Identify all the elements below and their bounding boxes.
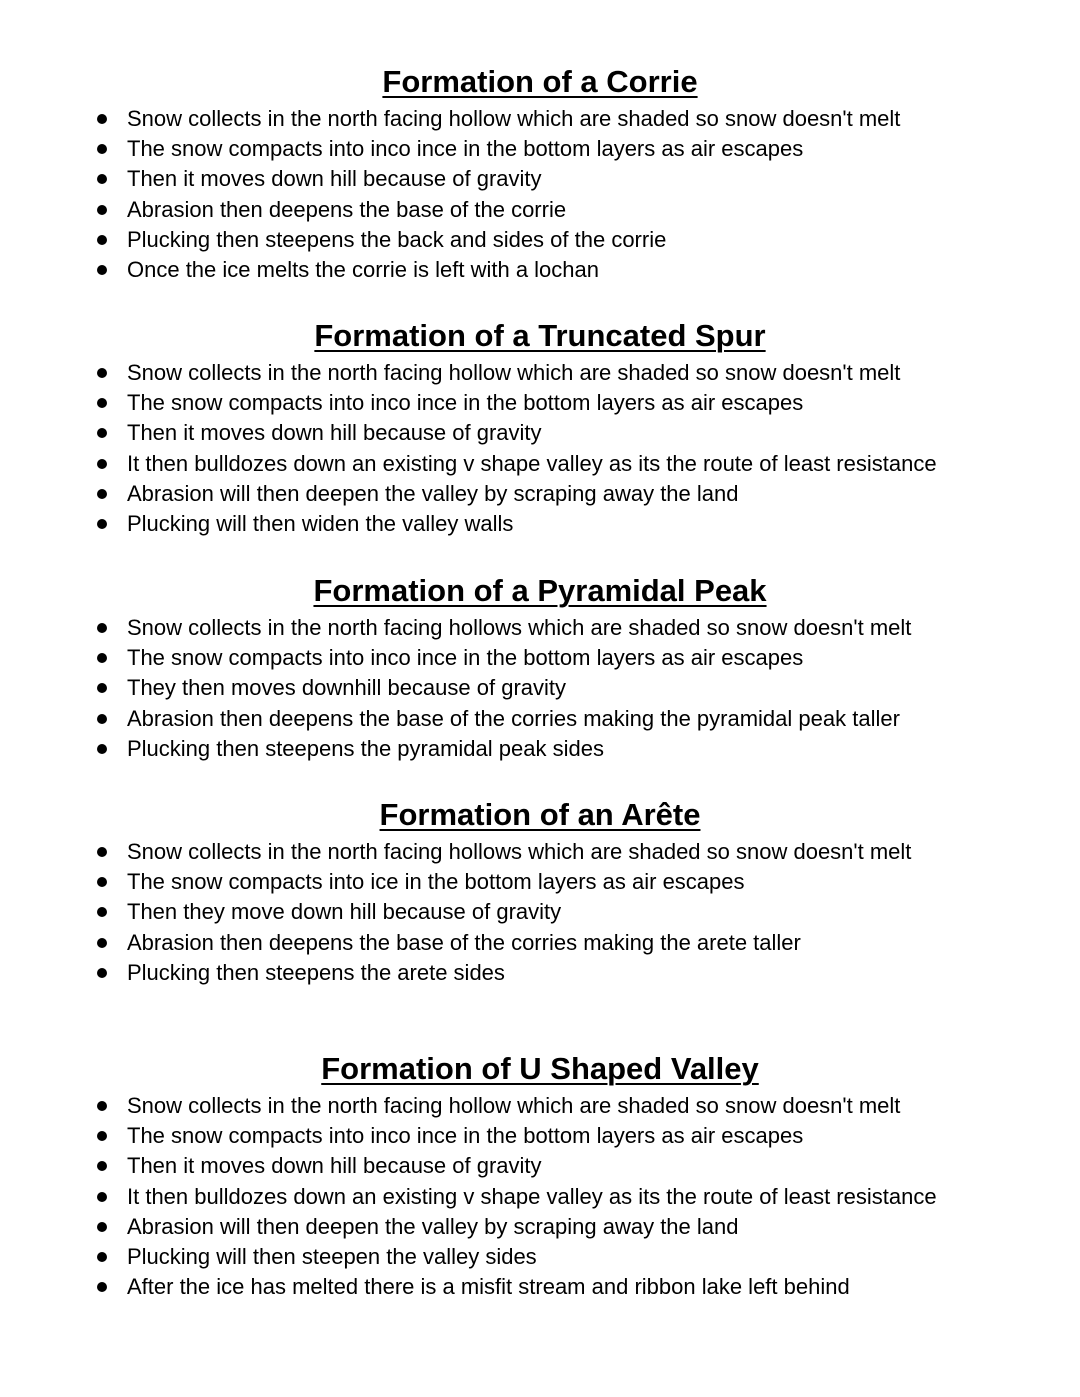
bullet-dot-icon <box>97 174 107 184</box>
bullet-dot-icon <box>97 459 107 469</box>
bullet-dot-icon <box>97 1252 107 1262</box>
list-item-text: Abrasion will then deepen the valley by scraping away the land <box>127 1213 739 1239</box>
bullet-list <box>0 358 937 539</box>
list-item-text: Plucking will then steepen the valley sides <box>127 1243 537 1269</box>
list-item-text: The snow compacts into inco ince in the bottom layers as air escapes <box>127 136 804 162</box>
list-item <box>0 225 900 255</box>
list-item <box>0 867 911 897</box>
list-item-text: Plucking then steepens the arete sides <box>127 959 505 985</box>
bullet-dot-icon <box>97 144 107 154</box>
list-item-text: Abrasion then deepens the base of the corries making the arete taller <box>127 929 801 955</box>
list-item <box>0 704 911 734</box>
section-title: Formation of a Corrie <box>382 64 698 99</box>
bullet-dot-icon <box>97 1161 107 1171</box>
list-item-text: Abrasion will then deepen the valley by scraping away the land <box>127 480 739 506</box>
bullet-dot-icon <box>97 683 107 693</box>
list-item-text: Then it moves down hill because of gravity <box>127 1153 542 1179</box>
list-item <box>0 134 900 164</box>
list-item <box>0 479 937 509</box>
list-item <box>0 164 900 194</box>
list-item-text: The snow compacts into inco ince in the bottom layers as air escapes <box>127 390 804 416</box>
list-item-text: Plucking then steepens the back and sides of the corrie <box>127 226 667 252</box>
list-item <box>0 1182 937 1212</box>
list-item-text: Abrasion then deepens the base of the corrie <box>127 196 567 222</box>
list-item-text: The snow compacts into inco ince in the bottom layers as air escapes <box>127 1123 804 1149</box>
list-item <box>0 958 911 988</box>
list-item-text: Snow collects in the north facing hollow which are shaded so snow doesn't melt <box>127 106 901 131</box>
bullet-dot-icon <box>97 1101 107 1111</box>
list-item <box>0 195 900 225</box>
list-item <box>0 897 911 927</box>
bullet-dot-icon <box>97 744 107 754</box>
list-item-text: The snow compacts into ice in the bottom layers as air escapes <box>127 869 745 895</box>
list-item-text: Then they move down hill because of gravity <box>127 899 562 925</box>
list-item-text: They then moves downhill because of gravity <box>127 675 567 701</box>
list-item-text: Snow collects in the north facing hollow which are shaded so snow doesn't melt <box>127 360 901 385</box>
section-title: Formation of an Arête <box>379 797 701 832</box>
bullet-list <box>0 1091 937 1302</box>
list-item-text: Plucking will then widen the valley walls <box>127 510 514 536</box>
bullet-dot-icon <box>97 1222 107 1232</box>
list-item <box>0 1272 937 1302</box>
bullet-list <box>0 613 911 764</box>
bullet-dot-icon <box>97 235 107 245</box>
bullet-dot-icon <box>97 847 107 857</box>
bullet-dot-icon <box>97 1282 107 1292</box>
bullet-dot-icon <box>97 205 107 215</box>
list-item <box>0 449 937 479</box>
bullet-dot-icon <box>97 1131 107 1141</box>
list-item-text: After the ice has melted there is a misfit stream and ribbon lake left behind <box>127 1274 850 1300</box>
list-item-text: The snow compacts into inco ince in the bottom layers as air escapes <box>127 645 804 671</box>
bullet-dot-icon <box>97 968 107 978</box>
list-item-text: Plucking then steepens the pyramidal peak sides <box>127 735 604 761</box>
list-item <box>0 1091 937 1121</box>
list-item-text: It then bulldozes down an existing v shape valley as its the route of least resistance <box>127 450 937 476</box>
list-item <box>0 734 911 764</box>
bullet-dot-icon <box>97 398 107 408</box>
bullet-dot-icon <box>97 653 107 663</box>
bullet-dot-icon <box>97 114 107 124</box>
list-item <box>0 643 911 673</box>
bullet-dot-icon <box>97 714 107 724</box>
bullet-dot-icon <box>97 907 107 917</box>
list-item <box>0 1121 937 1151</box>
list-item <box>0 1212 937 1242</box>
list-item <box>0 255 900 285</box>
bullet-dot-icon <box>97 877 107 887</box>
section-title: Formation of a Pyramidal Peak <box>313 573 767 608</box>
list-item <box>0 1242 937 1272</box>
list-item-text: Snow collects in the north facing hollows which are shaded so snow doesn't melt <box>127 839 912 864</box>
bullet-dot-icon <box>97 368 107 378</box>
bullet-dot-icon <box>97 623 107 633</box>
list-item <box>0 613 911 643</box>
list-item <box>0 673 911 703</box>
section-title: Formation of a Truncated Spur <box>314 318 766 353</box>
list-item <box>0 928 911 958</box>
list-item <box>0 388 937 418</box>
bullet-dot-icon <box>97 1192 107 1202</box>
list-item-text: Snow collects in the north facing hollows which are shaded so snow doesn't melt <box>127 615 912 640</box>
list-item <box>0 837 911 867</box>
list-item-text: Then it moves down hill because of gravity <box>127 420 542 446</box>
bullet-list <box>0 837 911 988</box>
bullet-dot-icon <box>97 938 107 948</box>
list-item <box>0 358 937 388</box>
bullet-dot-icon <box>97 519 107 529</box>
bullet-dot-icon <box>97 265 107 275</box>
list-item <box>0 104 900 134</box>
bullet-dot-icon <box>97 489 107 499</box>
list-item <box>0 1151 937 1181</box>
section-title: Formation of U Shaped Valley <box>321 1051 759 1086</box>
list-item-text: Abrasion then deepens the base of the corries making the pyramidal peak taller <box>127 705 900 731</box>
list-item-text: Snow collects in the north facing hollow which are shaded so snow doesn't melt <box>127 1093 901 1118</box>
list-item-text: Then it moves down hill because of gravity <box>127 166 542 192</box>
list-item <box>0 509 937 539</box>
list-item-text: It then bulldozes down an existing v shape valley as its the route of least resistance <box>127 1183 937 1209</box>
list-item-text: Once the ice melts the corrie is left with a lochan <box>127 256 599 282</box>
bullet-dot-icon <box>97 428 107 438</box>
bullet-list <box>0 104 900 285</box>
list-item <box>0 418 937 448</box>
